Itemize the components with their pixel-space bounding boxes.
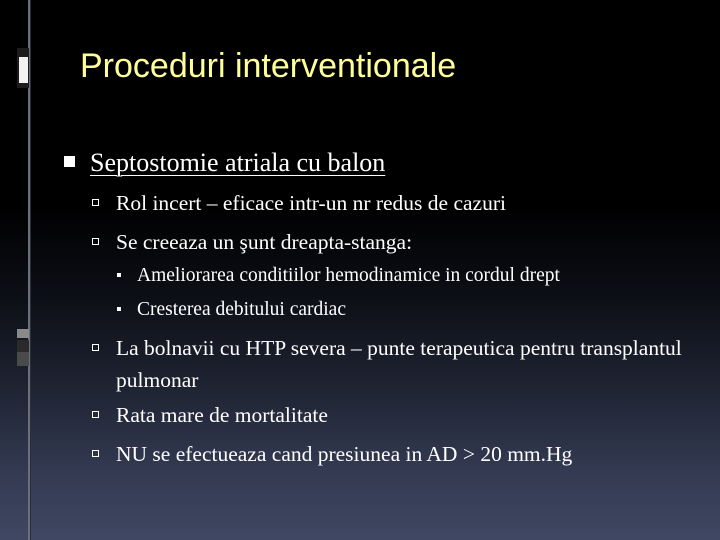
sub-list-item-text: Cresterea debitului cardiac xyxy=(137,299,346,320)
list-item-text: Rol incert – eficace intr-un nr redus de cazuri xyxy=(116,191,506,215)
list-item-text: La bolnavii cu HTP severa – punte terapeutica pentru transplantul pulmonar xyxy=(116,336,682,392)
list-item-text: Se creeaza un şunt dreapta-stanga: xyxy=(116,230,413,254)
list-item-text: NU se efectueaza cand presiunea in AD > 20 mm.Hg xyxy=(116,442,573,466)
hollow-square-bullet-icon xyxy=(92,199,99,206)
side-marker-light xyxy=(17,352,29,366)
hollow-square-bullet-icon xyxy=(92,411,99,418)
slide-title: Proceduri interventionale xyxy=(80,47,457,85)
left-vertical-rule-shadow xyxy=(30,0,31,540)
list-item-text: Rata mare de mortalitate xyxy=(116,403,328,427)
square-bullet-icon xyxy=(64,156,75,167)
dot-bullet-icon xyxy=(117,273,121,277)
heading-text: Septostomie atriala cu balon xyxy=(90,148,386,177)
hollow-square-bullet-icon xyxy=(92,238,99,245)
title-accent-highlight xyxy=(19,57,28,83)
hollow-square-bullet-icon xyxy=(92,344,99,351)
sub-list-item-text: Ameliorarea conditiilor hemodinamice in cordul drept xyxy=(137,265,560,286)
hollow-square-bullet-icon xyxy=(92,450,99,457)
dot-bullet-icon xyxy=(117,307,121,311)
side-marker-gray xyxy=(17,329,29,338)
